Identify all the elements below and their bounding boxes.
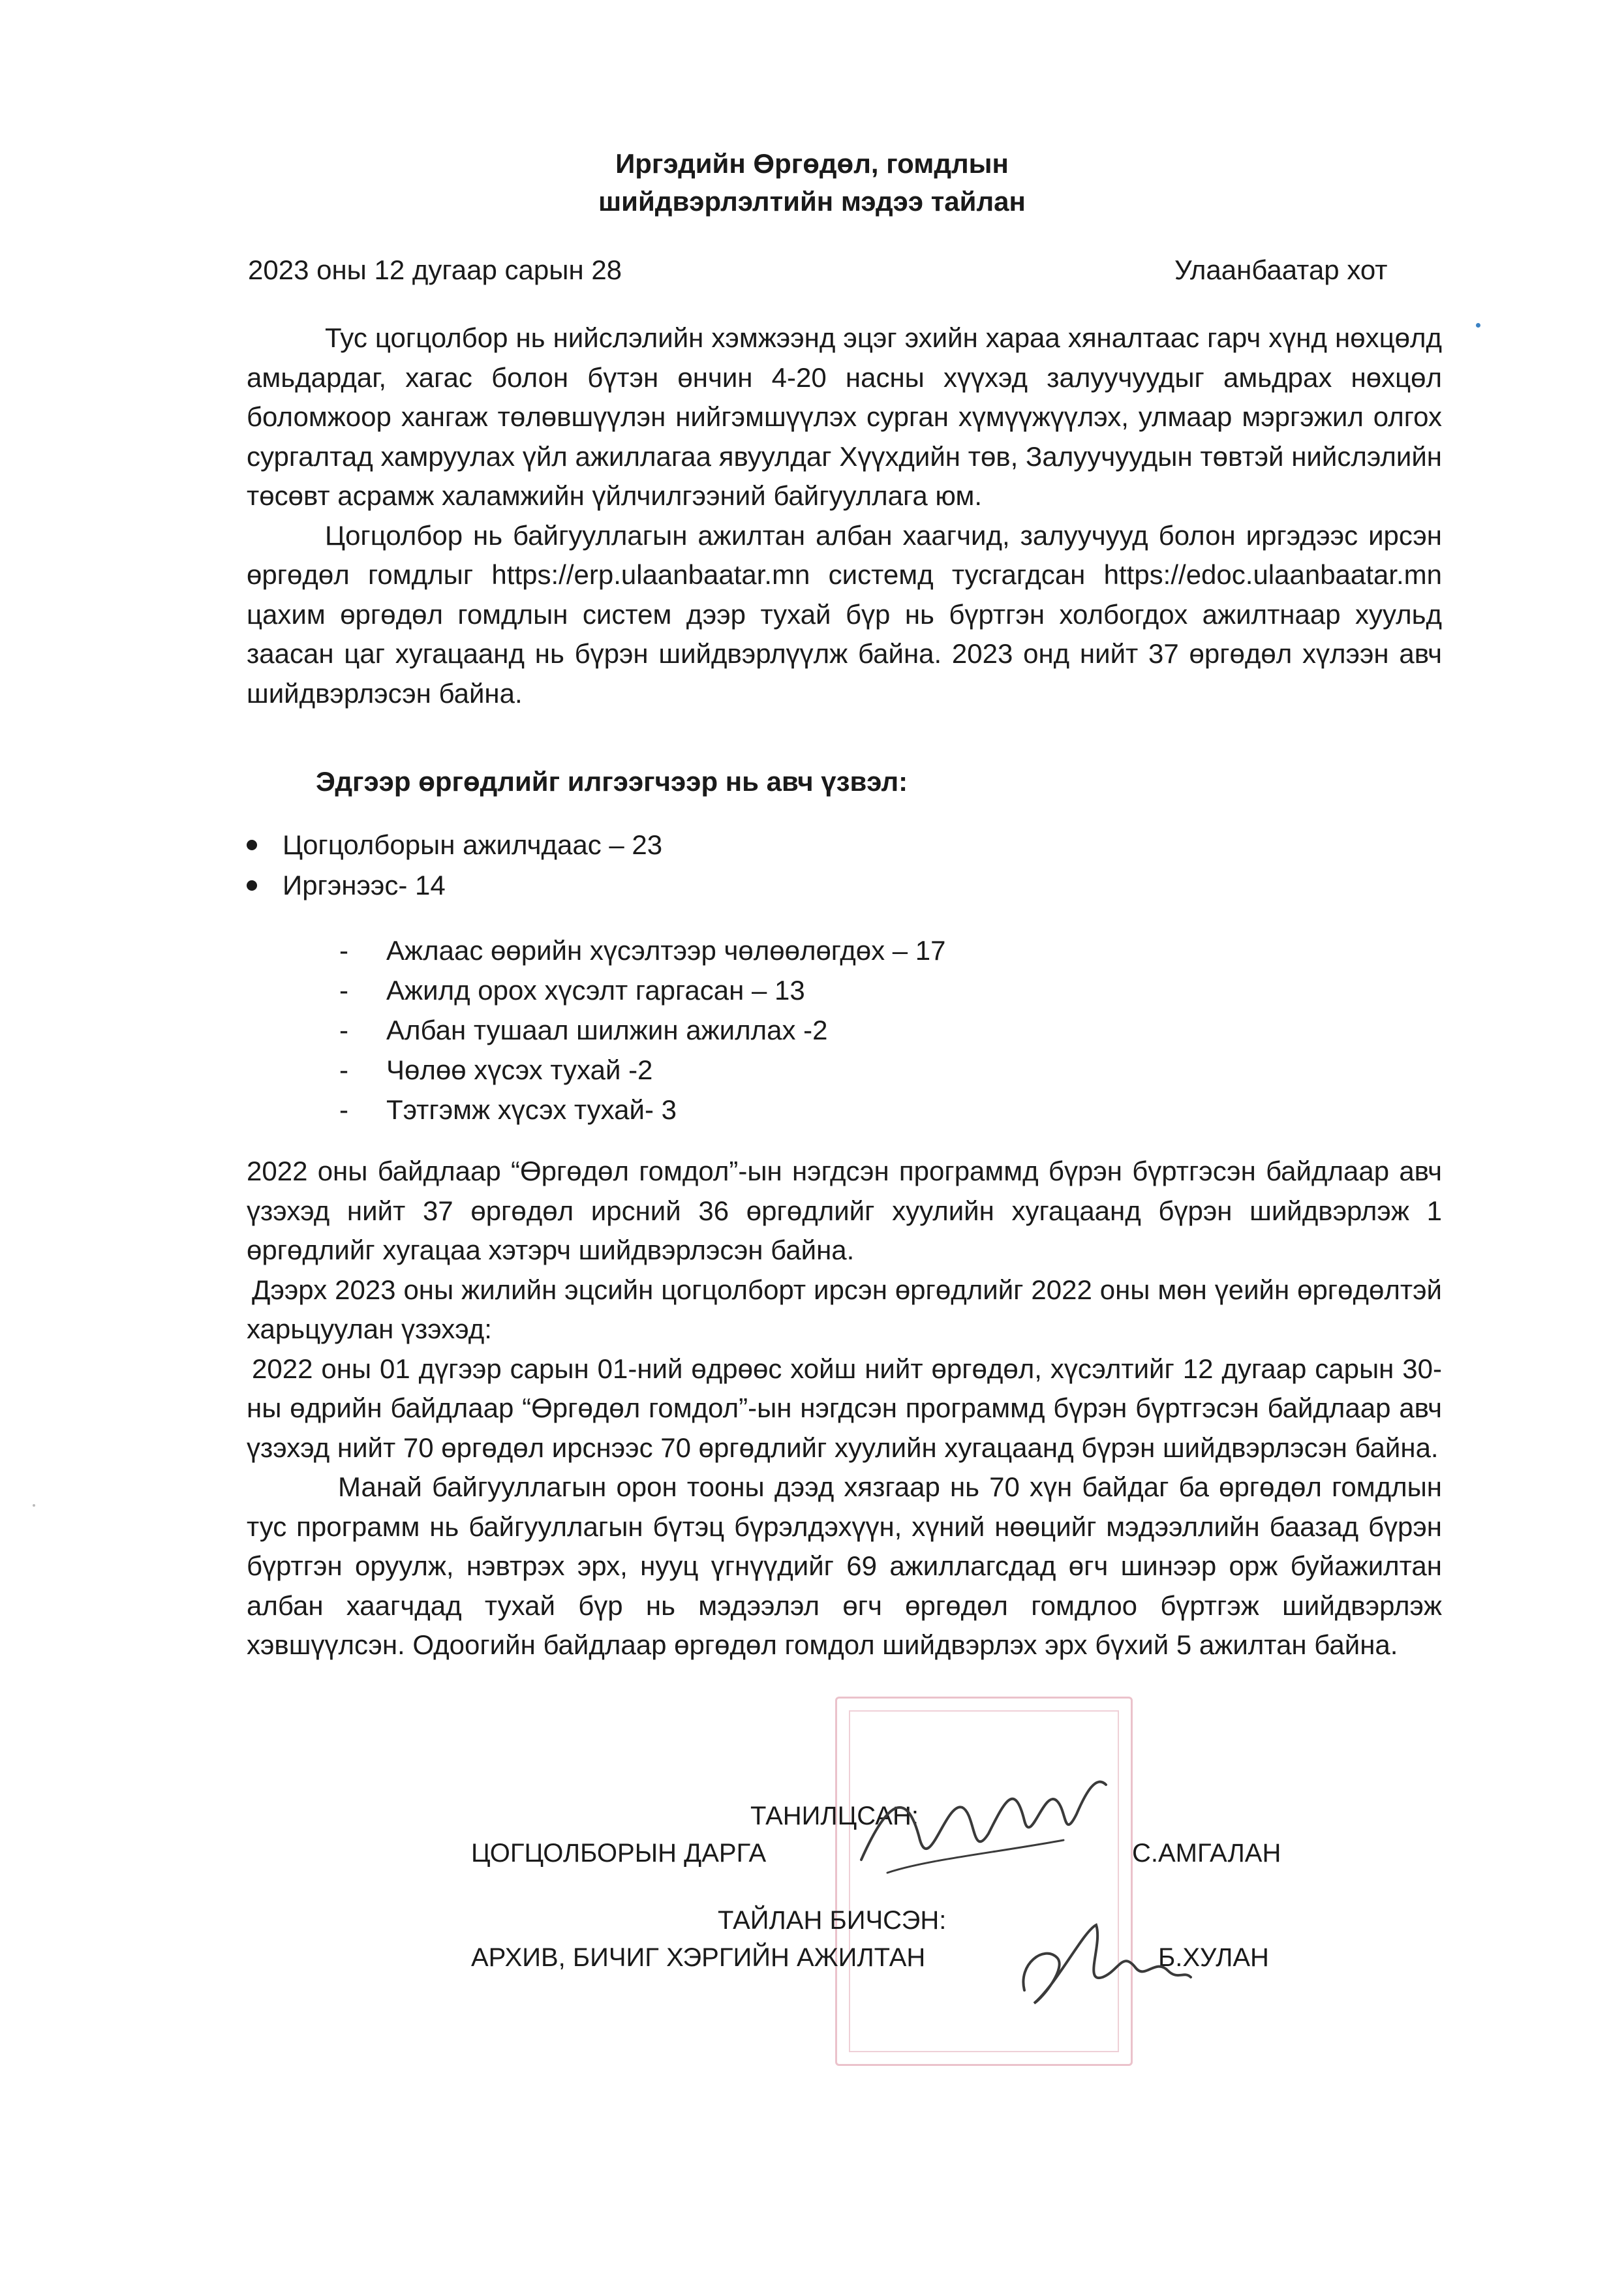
document-page: Иргэдийн Өргөдөл, гомдлын шийдвэрлэлтийн мэдээ тайлан 2023 оны 12 дугаар сарын 28 Улаанбаатар хот Тус цогцолбор нь нийслэлийн хэмжээнд эцэг эхийн хараа хяналтаас гарч хүнд нөхцөлд амьдардаг, хагас болон бүтэн өнчин 4-20 насны хүүхэд залуучуудыг амьдрах нөхцөл боломжоор хангаж төлөвшүүлэн нийгэмшүүлэх сурган хүмүүжүүлэх, улмаар мэргэжил олгох сургалтад хамруулах үйл ажиллагаа явуулдаг Хүүхдийн төв, Залуучуудын төвтэй нийслэлийн төсөвт асрамж халамжийн үйлчилгээний байгууллага юм. Цогцолбор нь байгууллагын ажилтан албан хаагчид, залуучууд болон иргэдээс ирсэн өргөдөл гомдлыг https://erp.ulaanbaatar.mn системд тусгагдсан https://edoc.ulaanbaatar.mn цахим өргөдөл гомдлын систем дээр тухай бүр нь бүртгэн холбогдох ажилтнаар хуульд заасан цаг хугацаанд нь бүрэн шийдвэрлүүлж байна. 2023 онд нийт 37 өргөдөл хүлээн авч шийдвэрлэсэн байна. Эдгээр өргөдлийг илгээгчээр нь авч үзвэл: Цогцолборын ажилчдаас – 23 Иргэнээс- 14 - Ажлаас өөрийн хүсэлтээр чөлөөлөгдөх – 17 - Ажилд орох хүсэлт гаргасан – 13 - Албан тушаал шилжин ажиллах -2 - Чөлөө хүсэх тухай -2 - Тэтгэмж хүсэх тухай- 3 2022 оны байдлаар “Өргөдөл гомдол”-ын нэгдсэн программд бүрэн бүртгэсэн байдлаар авч үзэхэд нийт 37 өргөдөл ирсний 36 өргөдлийг хуулийн хугацаанд бүрэн шийдвэрлэж 1 өргөдлийг хугацаа хэтэрч шийдвэрлэсэн байна. Дээрх 2023 оны жилийн эцсийн цогцолборт ирсэн өргөдлийг 2022 оны мөн үеийн өргөдөлтэй харьцуулан үзэхэд: 2022 оны 01 дүгээр сарын 01-ний өдрөөс хойш нийт өргөдөл, хүсэлтийг 12 дугаар сарын 30-ны өдрийн байдлаар “Өргөдөл гомдол”-ын нэгдсэн программд бүрэн бүртгэсэн байдлаар авч үзэхэд нийт 70 өргөдөл ирснээс 70 өргөдлийг хуулийн хугацаанд бүрэн шийдвэрлэсэн байна. Манай байгууллагын орон тооны дээд хязгаар нь 70 хүн байдаг ба өргөдөл гомдлын тус программ нь байгууллагын бүтэц бүрэлдэхүүн, хүний нөөцийг мэдээллийн баазад бүрэн бүртгэн оруулж, нэвтрэх эрх, нууц үгнүүдийг 69 ажиллагсдад өгч шинээр орж буйажилтан албан хаагчдад тухай бүр нь мэдээлэл өгч өргөдөл гомдлоо бүртгэж шийдвэрлэж хэвшүүлсэн. Одоогийн байдлаар өргөдөл гомдол шийдвэрлэх эрх бүхий 5 ажилтан байна. ТАНИЛЦСАН: ЦОГЦОЛБОРЫН ДАРГА С.АМГАЛАН ТАЙЛАН БИЧСЭН: АРХИВ, БИЧИГ ХЭРГИЙН АЖИЛТАН Б.ХУЛАН bbox=[0, 0, 1624, 2293]
dash-icon: - bbox=[339, 935, 348, 966]
acknowledged-label: ТАНИЛЦСАН: bbox=[750, 1802, 919, 1830]
paragraph-6: Манай байгууллагын орон тооны дээд хязгаар нь 70 хүн байдаг ба өргөдөл гомдлын тус программ нь байгууллагын бүтэц бүрэлдэхүүн, хүний нөөцийг мэдээллийн баазад бүрэн бүртгэн оруулж, нэвтрэх эрх, нууц үгнүүдийг 69 ажиллагсдад өгч шинээр орж буйажилтан албан хаагчдад тухай бүр нь мэдээлэл өгч өргөдөл гомдлоо бүртгэж шийдвэрлэж хэвшүүлсэн. Одоогийн байдлаар өргөдөл гомдол шийдвэрлэх эрх бүхий 5 ажилтан байна. bbox=[247, 1471, 1442, 1660]
dash-icon: - bbox=[339, 1094, 348, 1125]
scan-speck bbox=[1476, 323, 1480, 328]
bullet-icon bbox=[247, 880, 257, 891]
director-name: С.АМГАЛАН bbox=[1132, 1839, 1281, 1868]
clerk-name: Б.ХУЛАН bbox=[1158, 1943, 1269, 1972]
document-city: Улаанбаатар хот bbox=[1174, 254, 1388, 285]
document-title-line-1: Иргэдийн Өргөдөл, гомдлын bbox=[615, 148, 1009, 179]
bullet-icon bbox=[247, 840, 257, 850]
scan-speck bbox=[33, 1504, 35, 1507]
director-signature-icon bbox=[848, 1762, 1122, 1886]
document-title-line-2: шийдвэрлэлтийн мэдээ тайлан bbox=[598, 186, 1026, 217]
senders-heading: Эдгээр өргөдлийг илгээгчээр нь авч үзвэл: bbox=[316, 766, 908, 797]
paragraph-1: Тус цогцолбор нь нийслэлийн хэмжээнд эцэг эхийн хараа хяналтаас гарч хүнд нөхцөлд амьдардаг, хагас болон бүтэн өнчин 4-20 насны хүүхэд залуучуудыг амьдрах нөхцөл боломжоор хангаж төлөвшүүлэн нийгэмшүүлэх сурган хүмүүжүүлэх, улмаар мэргэжил олгох сургалтад хамруулах үйл ажиллагаа явуулдаг Хүүхдийн төв, Залуучуудын төвтэй нийслэлийн төсөвт асрамж халамжийн үйлчилгээний байгууллага юм. bbox=[247, 322, 1442, 511]
prepared-label: ТАЙЛАН БИЧСЭН: bbox=[718, 1906, 947, 1935]
body-section-2 bbox=[247, 1152, 1442, 1665]
body-section-1 bbox=[247, 318, 1442, 713]
director-title: ЦОГЦОЛБОРЫН ДАРГА bbox=[471, 1839, 767, 1868]
dash-icon: - bbox=[339, 1015, 348, 1045]
clerk-title: АРХИВ, БИЧИГ ХЭРГИЙН АЖИЛТАН bbox=[471, 1943, 926, 1972]
paragraph-5: 2022 оны 01 дүгээр сарын 01-ний өдрөөс хойш нийт өргөдөл, хүсэлтийг 12 дугаар сарын 30-ны өдрийн байдлаар “Өргөдөл гомдол”-ын нэгдсэн программд бүрэн бүртгэсэн байдлаар авч үзэхэд нийт 70 өргөдөл ирснээс 70 өргөдлийг хуулийн хугацаанд бүрэн шийдвэрлэсэн байна. bbox=[247, 1353, 1442, 1463]
clerk-signature-icon bbox=[1005, 1905, 1201, 2016]
paragraph-2: Цогцолбор нь байгууллагын ажилтан албан хаагчид, залуучууд болон иргэдээс ирсэн өргөдөл гомдлыг https://erp.ulaanbaatar.mn системд тусгагдсан https://edoc.ulaanbaatar.mn цахим өргөдөл гомдлын систем дээр тухай бүр нь бүртгэн холбогдох ажилтнаар хуульд заасан цаг хугацаанд нь бүрэн шийдвэрлүүлж байна. 2023 онд нийт 37 өргөдөл хүлээн авч шийдвэрлэсэн байна. bbox=[247, 519, 1442, 709]
document-date: 2023 оны 12 дугаар сарын 28 bbox=[248, 254, 622, 285]
paragraph-4: Дээрх 2023 оны жилийн эцсийн цогцолборт ирсэн өргөдлийг 2022 оны мөн үеийн өргөдөлтэй харьцуулан үзэхэд: bbox=[247, 1274, 1442, 1344]
paragraph-3: 2022 оны байдлаар “Өргөдөл гомдол”-ын нэгдсэн программд бүрэн бүртгэсэн байдлаар авч үзэхэд нийт 37 өргөдөл ирсний 36 өргөдлийг хуулийн хугацаанд бүрэн шийдвэрлэж 1 өргөдлийг хугацаа хэтэрч шийдвэрлэсэн байна. bbox=[247, 1156, 1442, 1265]
dash-icon: - bbox=[339, 975, 348, 1006]
dash-icon: - bbox=[339, 1054, 348, 1085]
